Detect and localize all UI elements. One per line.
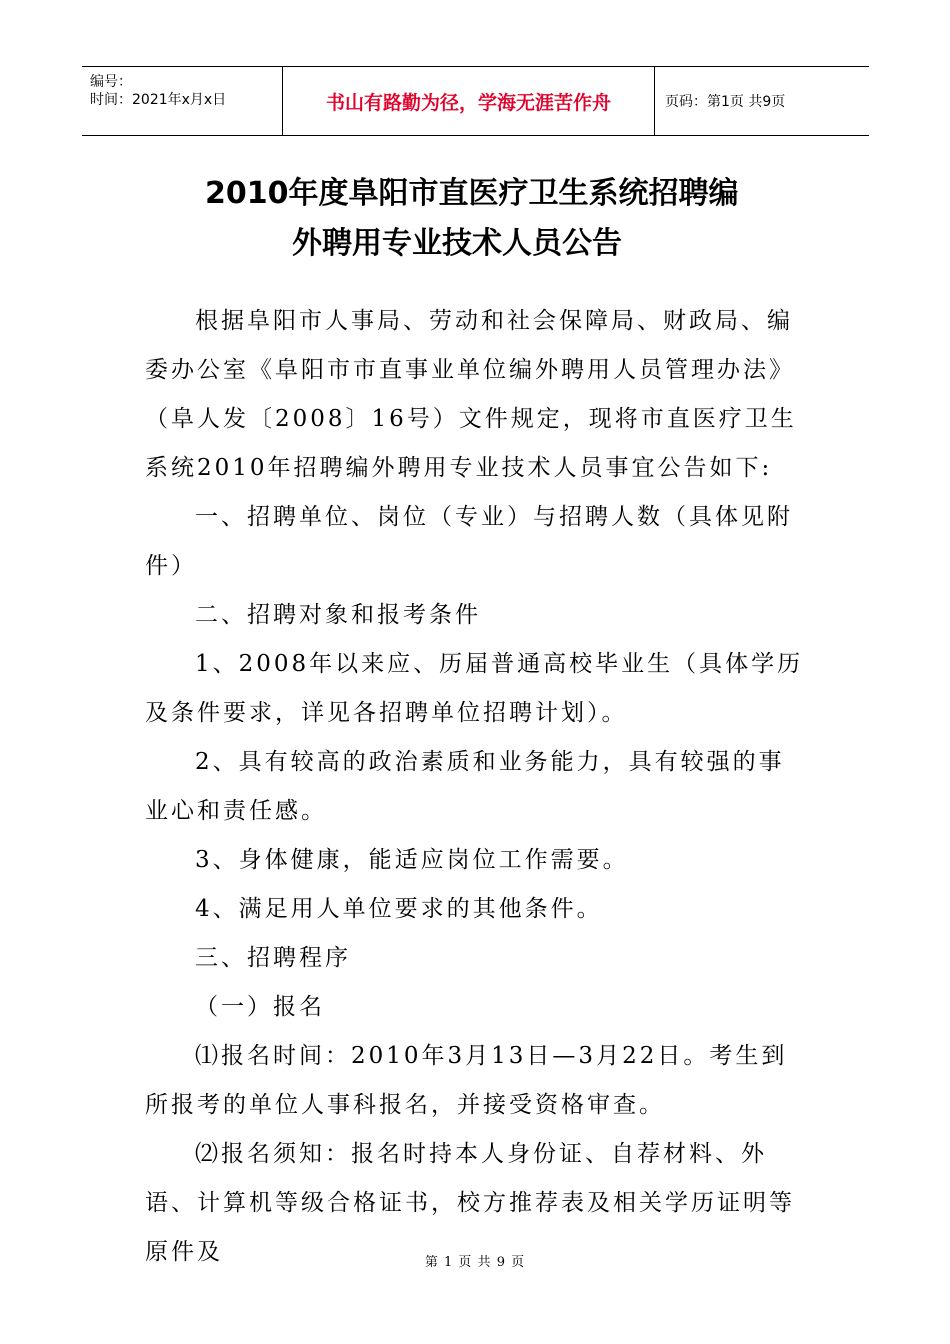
header-page-info: 页码：第1页 共9页 [665, 94, 786, 110]
paragraph: 二、招聘对象和报考条件 [195, 602, 481, 628]
paragraph: 2、具有较高的政治素质和业务能力，具有较强的事业心和责任感。 [145, 749, 785, 824]
paragraph: 4、满足用人单位要求的其他条件。 [195, 896, 603, 922]
paragraph: （一）报名 [195, 994, 325, 1020]
document-body [145, 297, 810, 1277]
paragraph: ⑴报名时间：2010年3月13日—3月22日。考生到所报考的单位人事科报名，并接受资格审查。 [145, 1043, 788, 1118]
header-motto: 书山有路勤为径，学海无涯苦作舟 [282, 67, 655, 135]
number-label: 编号： [90, 74, 132, 90]
paragraph: 三、招聘程序 [195, 945, 351, 971]
time-label: 时间：2021年x月x日 [90, 92, 227, 108]
document-title-line-2: 外聘用专业技术人员公告 [292, 226, 622, 261]
header-meta [82, 67, 282, 135]
paragraph: 一、招聘单位、岗位（专业）与招聘人数（具体见附件） [145, 504, 793, 579]
paragraph: 3、身体健康，能适应岗位工作需要。 [195, 847, 629, 873]
document-header [82, 66, 869, 136]
paragraph: 根据阜阳市人事局、劳动和社会保障局、财政局、编委办公室《阜阳市市直事业单位编外聘用人员管理办法》（阜人发〔2008〕16号）文件规定，现将市直医疗卫生系统2010年招聘编外聘用专业技术人员事宜公告如下: [145, 308, 797, 481]
paragraph: ⑵报名须知：报名时持本人身份证、自荐材料、外语、计算机等级合格证书，校方推荐表及相关学历证明等原件及 [145, 1141, 795, 1265]
paragraph: 1、2008年以来应、历届普通高校毕业生（具体学历及条件要求，详见各招聘单位招聘计划）。 [145, 651, 804, 726]
page-footer: 第 1 页 共 9 页 [424, 1255, 526, 1270]
document-title-line-1: 2010年度阜阳市直医疗卫生系统招聘编 [205, 176, 739, 211]
